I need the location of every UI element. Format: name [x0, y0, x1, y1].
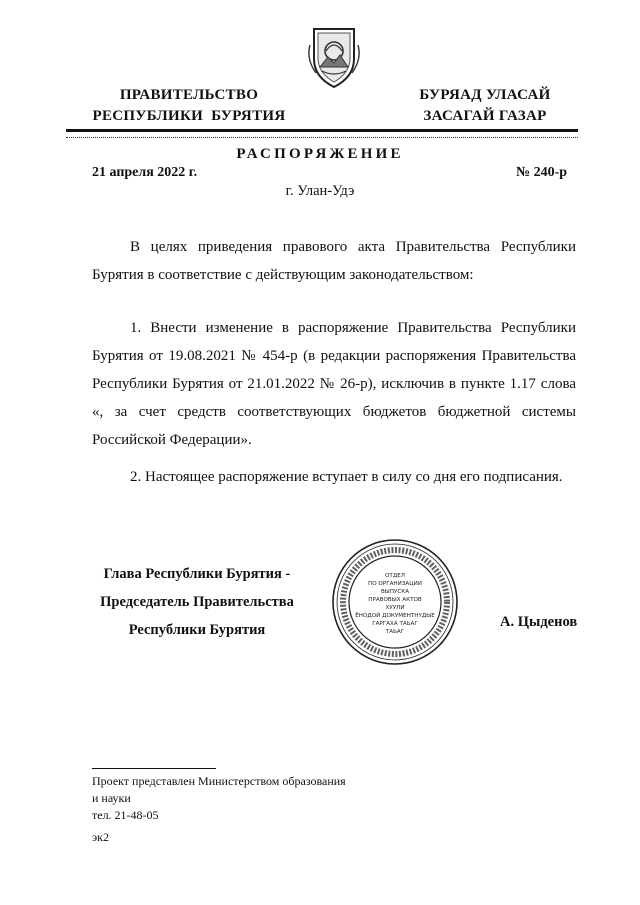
header-divider: [66, 129, 578, 132]
signature-position-line1: Глава Республики Бурятия -: [103, 566, 291, 582]
header-right: [405, 85, 565, 127]
preamble-paragraph: [92, 233, 576, 289]
official-stamp: [330, 537, 460, 667]
stamp-line: ТАЬАГ: [385, 629, 405, 635]
document-city: г. Улан-Удэ: [285, 183, 355, 199]
header-right-line1: БУРЯАД УЛАСАЙ: [419, 87, 551, 103]
item2-paragraph: [92, 463, 576, 491]
footer-line1: Проект представлен Министерством образования: [92, 774, 346, 788]
header-dotted-divider: [66, 137, 578, 138]
coat-of-arms-icon: [304, 25, 364, 91]
header-left-line1: ПРАВИТЕЛЬСТВО: [119, 87, 259, 103]
stamp-line: ПРАВОВЫХ АКТОВ: [368, 597, 422, 603]
document-title: РАСПОРЯЖЕНИЕ: [236, 146, 404, 162]
signature-position: [72, 560, 322, 644]
preamble-text: В целях приведения правового акта Правительства Республики Бурятия в соответствие с действующим законодательством:: [92, 239, 576, 283]
stamp-line: ГАРГАХА ТАЬАГ: [372, 621, 418, 627]
footer-divider: [92, 768, 216, 769]
header-right-line2: ЗАСАГАЙ ГАЗАР: [423, 108, 547, 124]
stamp-line: ПО ОРГАНИЗАЦИИ: [368, 581, 422, 587]
footer-note: [92, 773, 346, 824]
signature-position-line3: Республики Бурятия: [128, 622, 266, 638]
item2-text: 2. Настоящее распоряжение вступает в силу со дня его подписания.: [130, 469, 563, 485]
stamp-line: ВЫПУСКА: [380, 589, 410, 595]
footer-code: эк2: [92, 830, 109, 844]
signature-position-line2: Председатель Правительства: [100, 594, 294, 610]
item1-text: 1. Внести изменение в распоряжение Правительства Республики Бурятия от 19.08.2021 № 454-р (в редакции распоряжения Правительства Республики Бурятия от 21.01.2022 № 26-р), исключив в пункте 1.17 слова «, за счет средств соответствующих бюджетов бюджетной системы Российской Федерации».: [92, 320, 576, 448]
stamp-line: ОТДЕЛ: [385, 573, 405, 579]
header-left-line2: РЕСПУБЛИКИ БУРЯТИЯ: [92, 108, 286, 124]
signatory-name: А. Цыденов: [500, 614, 578, 630]
item1-paragraph: [92, 314, 576, 454]
stamp-line: ХУУЛИ: [385, 605, 405, 611]
footer-line2: и науки: [92, 791, 131, 805]
footer-phone: тел. 21-48-05: [92, 808, 159, 822]
document-date: 21 апреля 2022 г.: [92, 165, 198, 180]
document-number: № 240-р: [516, 165, 568, 180]
header-left: [84, 85, 294, 127]
stamp-line: ЁНОДОЙ ДОКУМЕНТНҮДЫЕ: [355, 613, 435, 619]
